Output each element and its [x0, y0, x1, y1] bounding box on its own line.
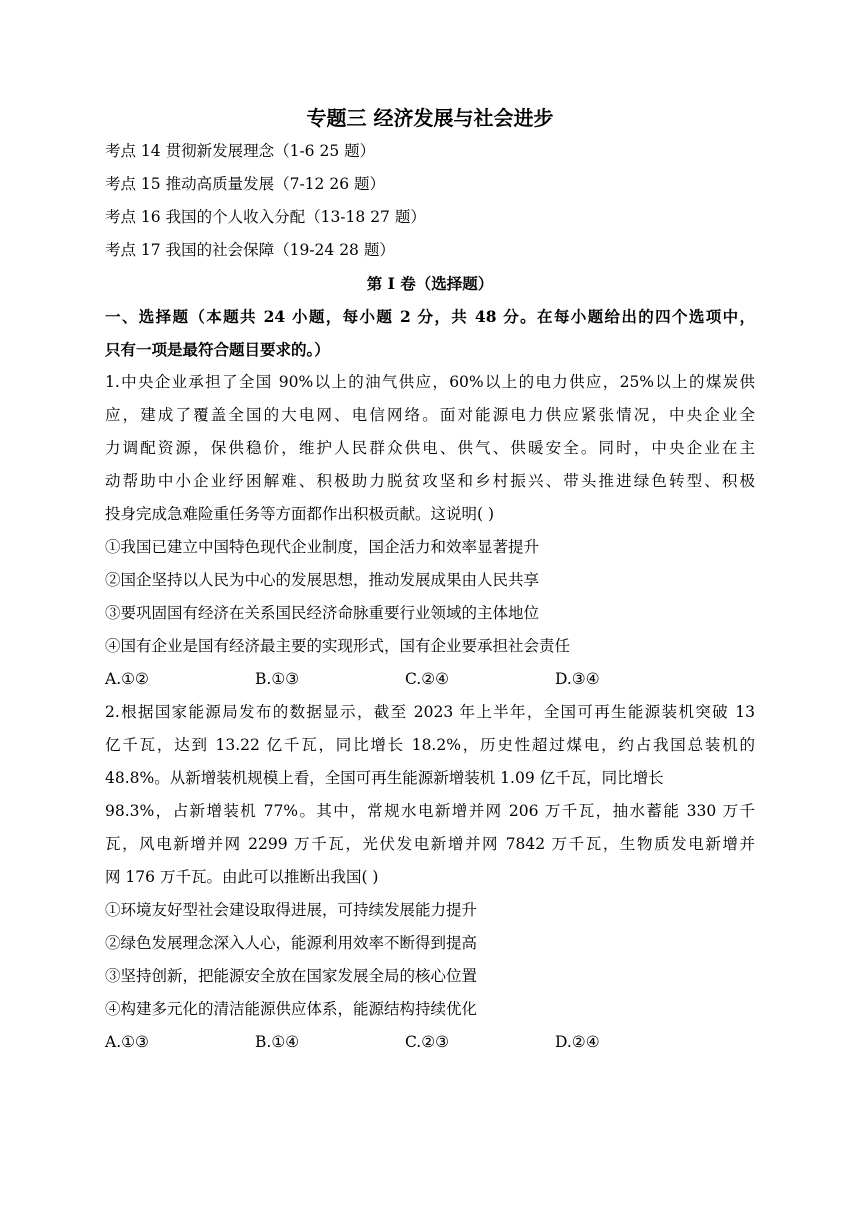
statement-item: ③要巩固国有经济在关系国民经济命脉重要行业领域的主体地位: [105, 604, 540, 622]
topic-item: 考点 16 我国的个人收入分配（13-18 27 题）: [105, 208, 426, 226]
question-stem-line: 网 176 万千瓦。由此可以推断出我国( ): [105, 868, 379, 886]
answer-options: [105, 1026, 755, 1059]
statement-item: ④构建多元化的清洁能源供应体系，能源结构持续优化: [105, 1000, 478, 1018]
option-d: D.③④: [555, 670, 600, 688]
document-content: [105, 101, 755, 1059]
answer-options: [105, 663, 755, 696]
option-c: C.②③: [405, 1033, 450, 1051]
question-stem-line: 2.根据国家能源局发布的数据显示，截至 2023 年上半年，全国可再生能源装机突破 13: [105, 703, 755, 721]
question-1: [105, 366, 755, 696]
option-c: C.②④: [405, 670, 450, 688]
statement-item: ②国企坚持以人民为中心的发展思想，推动发展成果由人民共享: [105, 571, 540, 589]
section-instruction: [105, 300, 755, 366]
question-2: [105, 696, 755, 1059]
instruction-line: 只有一项是最符合题目要求的。）: [105, 340, 330, 359]
topic-list: [105, 135, 755, 267]
topic-item: 考点 17 我国的社会保障（19-24 28 题）: [105, 241, 395, 259]
question-stem-line: 投身完成急难险重任务等方面都作出积极贡献。这说明( ): [105, 505, 495, 523]
question-stem-line: 亿千瓦，达到 13.22 亿千瓦，同比增长 18.2%，历史性超过煤电，约占我国总装机的: [105, 736, 755, 754]
volume-title: 第 I 卷（选择题）: [366, 274, 494, 293]
page-title: 专题三 经济发展与社会进步: [306, 106, 554, 130]
option-b: B.①④: [255, 1033, 300, 1051]
question-stem-line: 48.8%。从新增装机规模上看，全国可再生能源新增装机 1.09 亿千瓦，同比增长: [105, 769, 664, 787]
question-stem-line: 瓦，风电新增并网 2299 万千瓦，光伏发电新增并网 7842 万千瓦，生物质发电新增并: [105, 835, 755, 853]
question-stem-line: 1.中央企业承担了全国 90%以上的油气供应，60%以上的电力供应，25%以上的煤炭供: [105, 373, 755, 391]
option-d: D.②④: [555, 1033, 600, 1051]
statement-item: ③坚持创新，把能源安全放在国家发展全局的核心位置: [105, 967, 478, 985]
statement-item: ①我国已建立中国特色现代企业制度，国企活力和效率显著提升: [105, 538, 540, 556]
question-stem-line: 98.3%，占新增装机 77%。其中，常规水电新增并网 206 万千瓦，抽水蓄能 330 万千: [105, 802, 755, 820]
option-b: B.①③: [255, 670, 300, 688]
option-a: A.①③: [105, 1033, 149, 1051]
statement-item: ②绿色发展理念深入人心，能源利用效率不断得到提高: [105, 934, 478, 952]
statement-item: ④国有企业是国有经济最主要的实现形式，国有企业要承担社会责任: [105, 637, 571, 655]
option-a: A.①②: [105, 670, 149, 688]
statement-item: ①环境友好型社会建设取得进展，可持续发展能力提升: [105, 901, 478, 919]
instruction-line: 一、选择题（本题共 24 小题，每小题 2 分，共 48 分。在每小题给出的四个选项中，: [105, 307, 755, 326]
topic-item: 考点 15 推动高质量发展（7-12 26 题）: [105, 175, 385, 193]
question-stem-line: 应，建成了覆盖全国的大电网、电信网络。面对能源电力供应紧张情况，中央企业全: [105, 406, 755, 424]
question-stem-line: 力调配资源，保供稳价，维护人民群众供电、供气、供暖安全。同时，中央企业在主: [105, 439, 755, 457]
question-stem-line: 动帮助中小企业纾困解难、积极助力脱贫攻坚和乡村振兴、带头推进绿色转型、积极: [105, 472, 755, 490]
topic-item: 考点 14 贯彻新发展理念（1-6 25 题）: [105, 142, 376, 160]
